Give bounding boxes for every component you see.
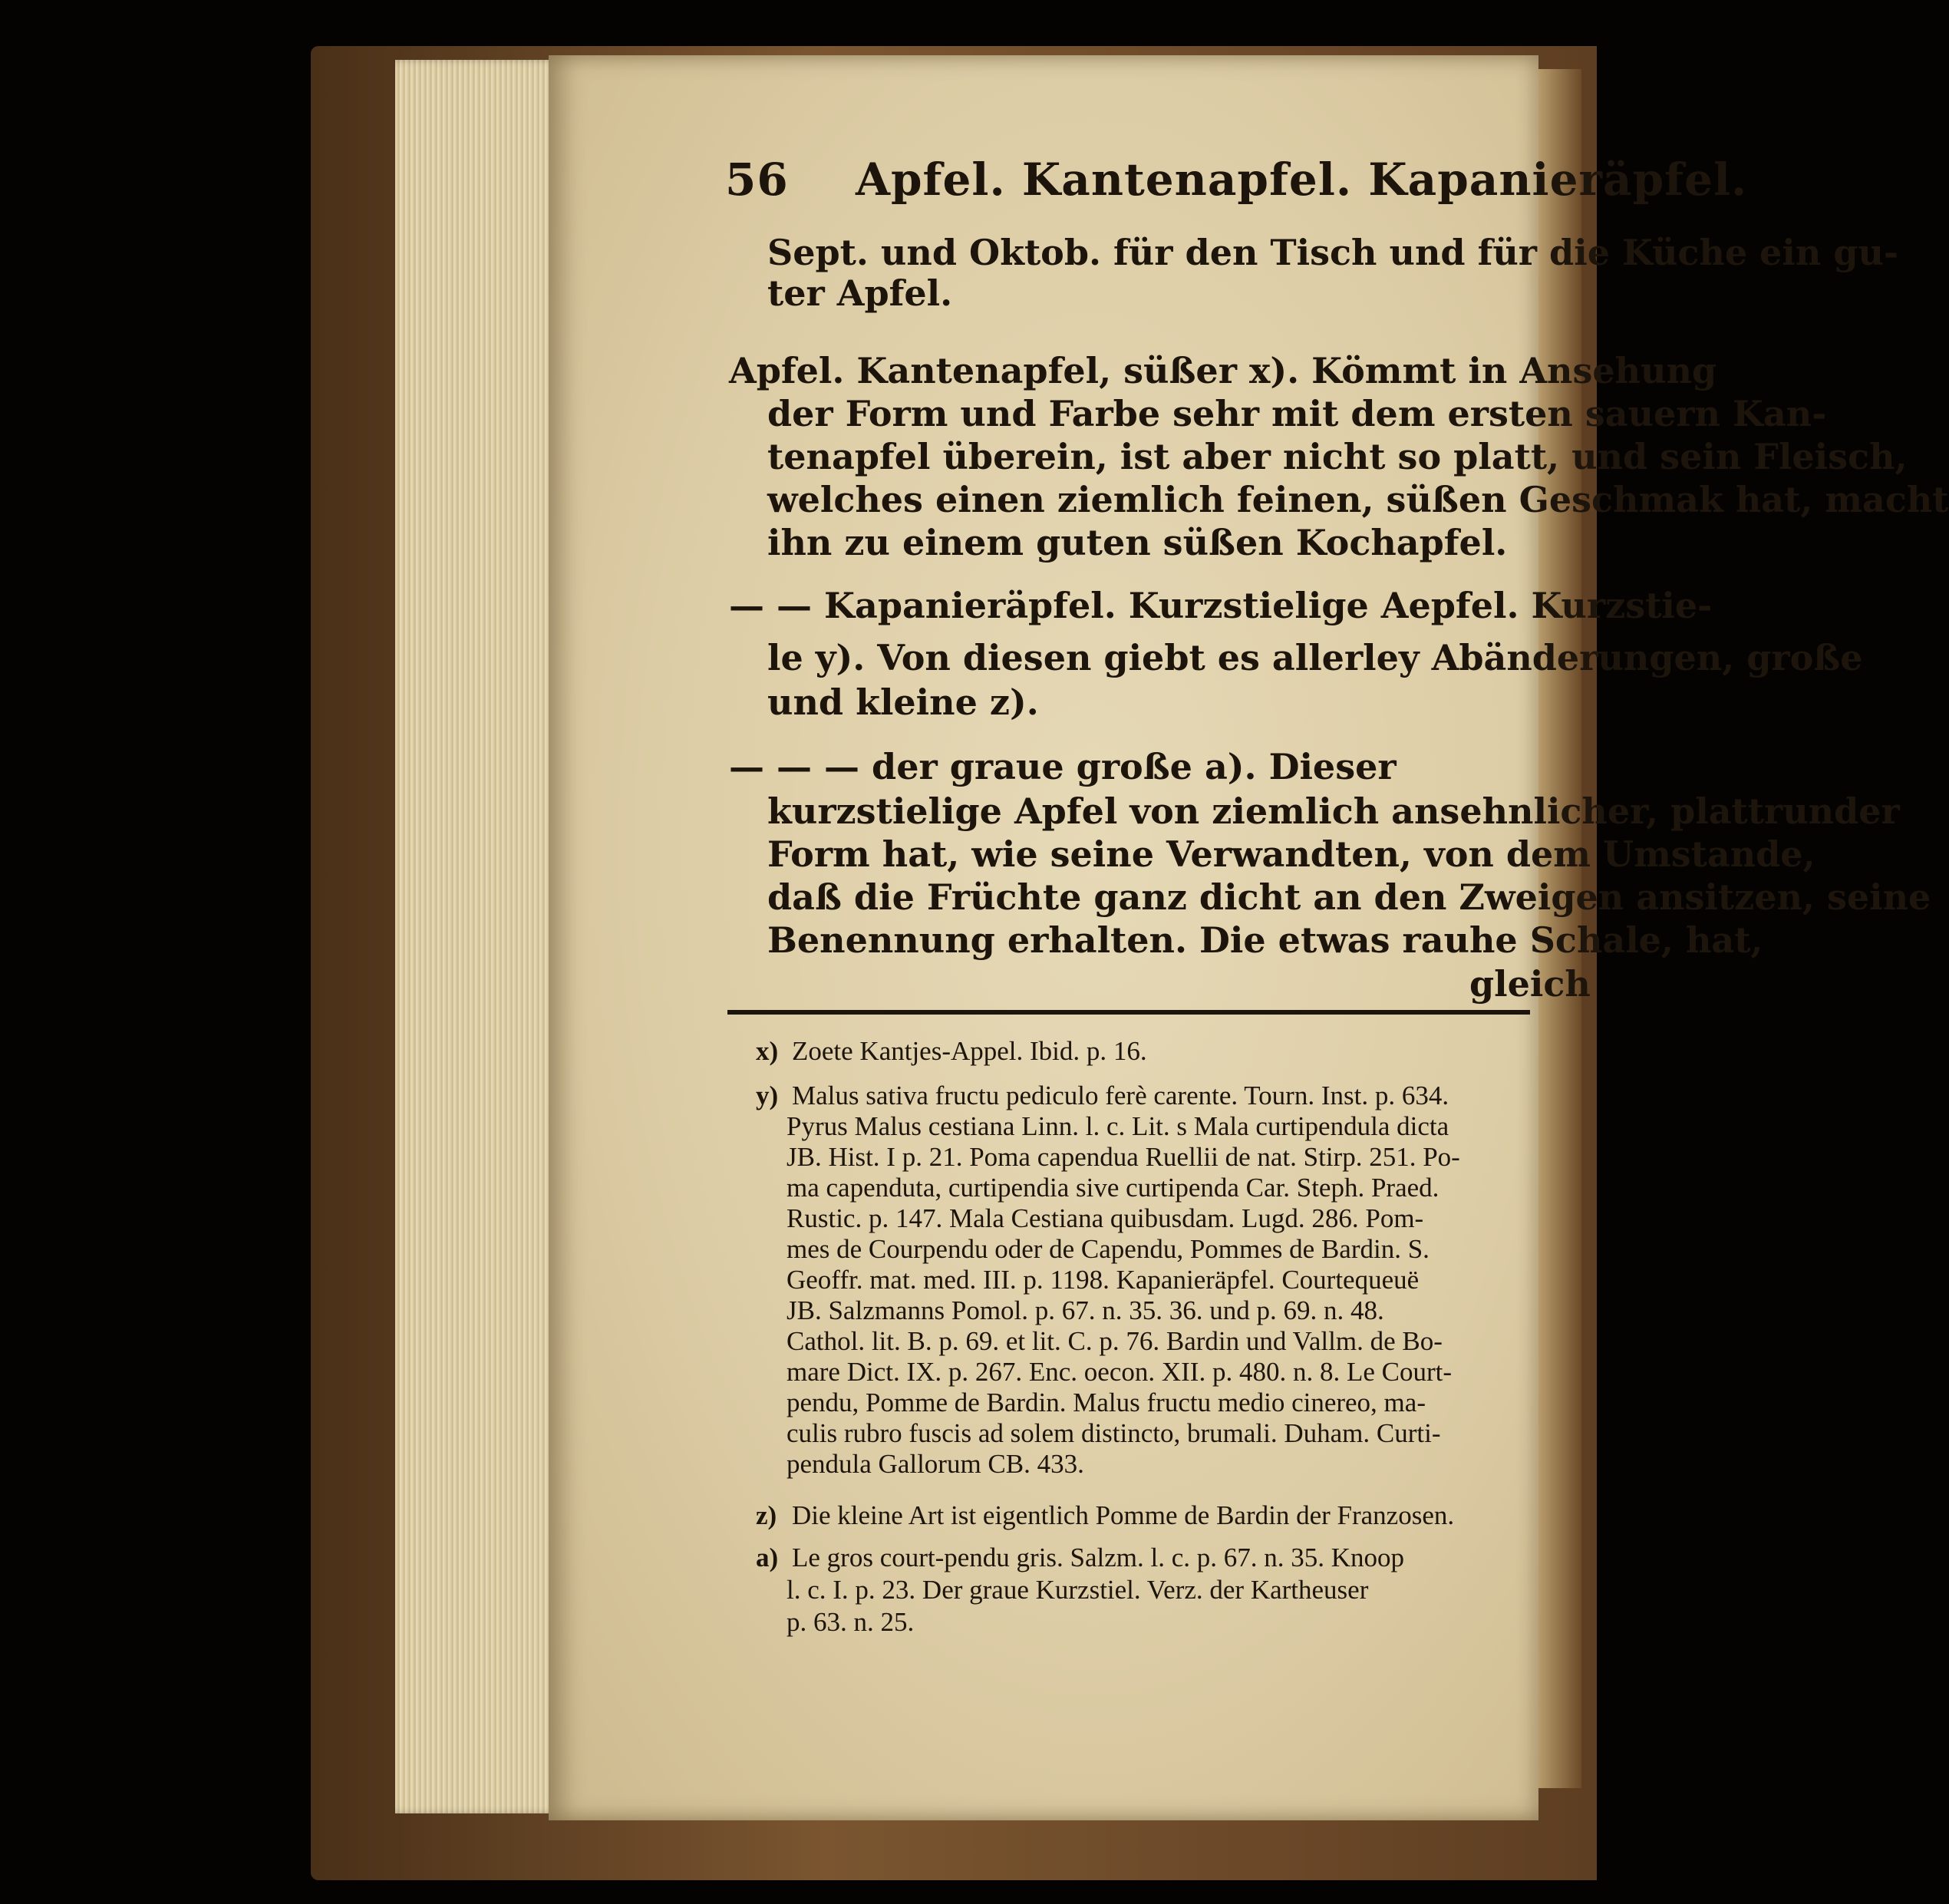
footnote-line: JB. Salzmanns Pomol. p. 67. n. 35. 36. und p. 69. n. 48. <box>787 1295 1384 1325</box>
paragraph-3-line: und kleine z). <box>767 681 1039 723</box>
footnote-line: Die kleine Art ist eigentlich Pomme de Bardin der Franzosen. <box>792 1500 1455 1530</box>
footnote-marker: y) <box>756 1081 779 1110</box>
footnote-marker: a) <box>756 1543 779 1572</box>
footnote-line: pendu, Pomme de Bardin. Malus fructu medio cinereo, ma- <box>787 1388 1426 1417</box>
footnote-line: mare Dict. IX. p. 267. Enc. oecon. XII. p. 480. n. 8. Le Court- <box>787 1357 1453 1387</box>
paragraph-4-line: kurzstielige Apfel von ziemlich ansehnlicher, plattrunder <box>767 790 1900 832</box>
footnote-line: Geoffr. mat. med. III. p. 1198. Kapanieräpfel. Courtequeuë <box>787 1265 1420 1295</box>
footnote-rule <box>727 1010 1530 1015</box>
footnote-line: Zoete Kantjes-Appel. Ibid. p. 16. <box>792 1036 1147 1066</box>
paragraph-1-line: ter Apfel. <box>767 272 953 314</box>
catchword: gleich <box>1469 963 1591 1005</box>
paragraph-4-line: Benennung erhalten. Die etwas rauhe Schale, hat, <box>767 919 1763 961</box>
footnote-marker: x) <box>756 1036 779 1066</box>
footnote-line: l. c. I. p. 23. Der graue Kurzstiel. Verz. der Kartheuser <box>787 1575 1369 1605</box>
footnote-marker: z) <box>756 1500 777 1530</box>
paragraph-4-line: Form hat, wie seine Verwandten, von dem Umstande, <box>767 833 1815 875</box>
page-number: 56 <box>725 153 789 206</box>
footnote-line: Rustic. p. 147. Mala Cestiana quibusdam. Lugd. 286. Pom- <box>787 1203 1424 1233</box>
paragraph-4-line: — — — der graue große a). Dieser <box>729 746 1397 787</box>
footnote-line: Pyrus Malus cestiana Linn. l. c. Lit. s Mala curtipendula dicta <box>787 1111 1449 1141</box>
footnote-line: pendula Gallorum CB. 433. <box>787 1449 1084 1479</box>
paragraph-2-line: Apfel. Kantenapfel, süßer x). Kömmt in Ansehung <box>729 350 1717 391</box>
page-block-edges <box>395 60 560 1813</box>
footnote-line: culis rubro fuscis ad solem distincto, brumali. Duham. Curti- <box>787 1418 1441 1448</box>
footnote-line: JB. Hist. I p. 21. Poma capendua Ruellii de nat. Stirp. 251. Po- <box>787 1142 1460 1172</box>
footnote-line: p. 63. n. 25. <box>787 1607 915 1637</box>
paragraph-2-line: der Form und Farbe sehr mit dem ersten sauern Kan- <box>767 393 1827 434</box>
footnote-line: Le gros court-pendu gris. Salzm. l. c. p. 67. n. 35. Knoop <box>792 1543 1405 1572</box>
paragraph-2-line: ihn zu einem guten süßen Kochapfel. <box>767 522 1508 563</box>
footnote-line: ma capenduta, curtipendia sive curtipenda Car. Steph. Praed. <box>787 1173 1439 1203</box>
paragraph-3-line: le y). Von diesen giebt es allerley Abänderungen, große <box>767 637 1863 678</box>
paragraph-2-line: tenapfel überein, ist aber nicht so platt, und sein Fleisch, <box>767 436 1908 477</box>
footnote-line: mes de Courpendu oder de Capendu, Pommes de Bardin. S. <box>787 1234 1430 1264</box>
paragraph-4-line: daß die Früchte ganz dicht an den Zweigen ansitzen, seine <box>767 876 1931 918</box>
paragraph-1-line: Sept. und Oktob. für den Tisch und für die Küche ein gu- <box>767 232 1899 273</box>
paragraph-2-line: welches einen ziemlich feinen, süßen Geschmak hat, macht <box>767 479 1949 520</box>
footnote-line: Malus sativa fructu pediculo ferè carente. Tourn. Inst. p. 634. <box>792 1081 1449 1110</box>
footnote-line: Cathol. lit. B. p. 69. et lit. C. p. 76. Bardin und Vallm. de Bo- <box>787 1326 1443 1356</box>
running-head: Apfel. Kantenapfel. Kapanieräpfel. <box>856 153 1748 206</box>
paragraph-3-line: — — Kapanieräpfel. Kurzstielige Aepfel. Kurzstie- <box>729 585 1713 626</box>
